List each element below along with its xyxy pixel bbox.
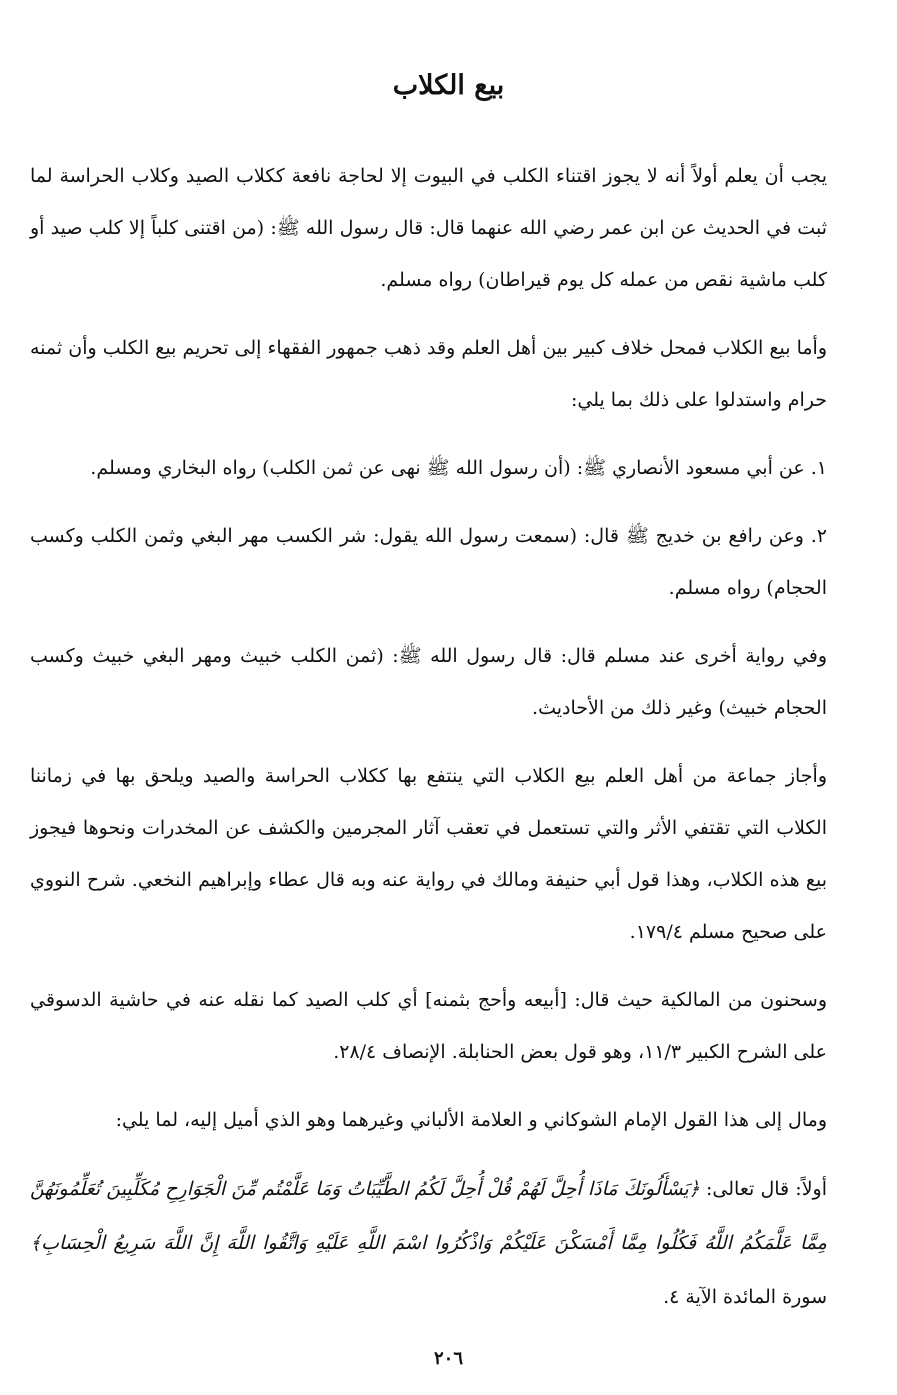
paragraph-intro: يجب أن يعلم أولاً أنه لا يجوز اقتناء الكلب في البيوت إلا لحاجة نافعة ككلاب الصيد وكلاب الحراسة لما ثبت في الحديث عن ابن عمر رضي الله عنهما قال: قال رسول الله ﷺ: (من اقتنى كلباً إلا كلب صيد أو كلب ماشية نقص من عمله كل يوم قيراطان) رواه مسلم. bbox=[30, 165, 827, 291]
paragraph-sale-dispute: وأما بيع الكلاب فمحل خلاف كبير بين أهل العلم وقد ذهب جمهور الفقهاء إلى تحريم بيع الكلب وأن ثمنه حرام واستدلوا على ذلك بما يلي: bbox=[30, 337, 827, 411]
paragraph-preferred-view: ومال إلى هذا القول الإمام الشوكاني و العلامة الألباني وغيرهما وهو الذي أميل إليه، لما يلي: bbox=[115, 1109, 827, 1131]
paragraph-other-narration: وفي رواية أخرى عند مسلم قال: قال رسول الله ﷺ: (ثمن الكلب خبيث ومهر البغي خبيث وكسب الحجام خبيث) وغير ذلك من الأحاديث. bbox=[30, 645, 827, 719]
body-text bbox=[30, 150, 827, 1324]
page-number: ٢٠٦ bbox=[433, 1348, 463, 1369]
paragraph-permitted-view: وأجاز جماعة من أهل العلم بيع الكلاب التي ينتفع بها ككلاب الحراسة والصيد ويلحق بها في زماننا الكلاب التي تقتفي الأثر والتي تستعمل في تعقب آثار المجرمين والكشف عن المخدرات ونحوها فيجوز بيع هذه الكلاب، وهذا قول أبي حنيفة ومالك في رواية عنه وبه قال عطاء وإبراهيم النخعي. شرح النووي على صحيح مسلم ١٧٩/٤. bbox=[30, 765, 827, 943]
verse-reference: سورة المائدة الآية ٤. bbox=[663, 1286, 827, 1308]
quran-verse-block bbox=[30, 1162, 827, 1324]
paragraph-hadith-2: ٢. وعن رافع بن خديج ﷺ قال: (سمعت رسول الله يقول: شر الكسب مهر البغي وثمن الكلب وكسب الحجام) رواه مسلم. bbox=[30, 525, 827, 599]
page-title: بيع الكلاب bbox=[392, 70, 505, 101]
paragraph-hadith-1: ١. عن أبي مسعود الأنصاري ﷺ: (أن رسول الله ﷺ نهى عن ثمن الكلب) رواه البخاري ومسلم. bbox=[90, 457, 827, 479]
verse-intro: أولاً: قال تعالى: bbox=[706, 1178, 827, 1200]
quran-verse-text: ﴿يَسْأَلُونَكَ مَاذَا أُحِلَّ لَهُمْ قُلْ أُحِلَّ لَكُمُ الطَّيِّبَاتُ وَمَا عَلَّمْتُم مِّنَ الْجَوَارِحِ مُكَلِّبِينَ تُعَلِّمُونَهُنَّ مِمَّا عَلَّمَكُمُ اللَّهُ فَكُلُوا مِمَّا أَمْسَكْنَ عَلَيْكُمْ وَاذْكُرُوا اسْمَ اللَّهِ عَلَيْهِ وَاتَّقُوا اللَّهَ إِنَّ اللَّهَ سَرِيعُ الْحِسَابِ﴾ bbox=[30, 1178, 827, 1254]
paragraph-sahnun: وسحنون من المالكية حيث قال: [أبيعه وأحج بثمنه] أي كلب الصيد كما نقله عنه في حاشية الدسوقي على الشرح الكبير ١١/٣، وهو قول بعض الحنابلة. الإنصاف ٢٨/٤. bbox=[30, 989, 827, 1063]
